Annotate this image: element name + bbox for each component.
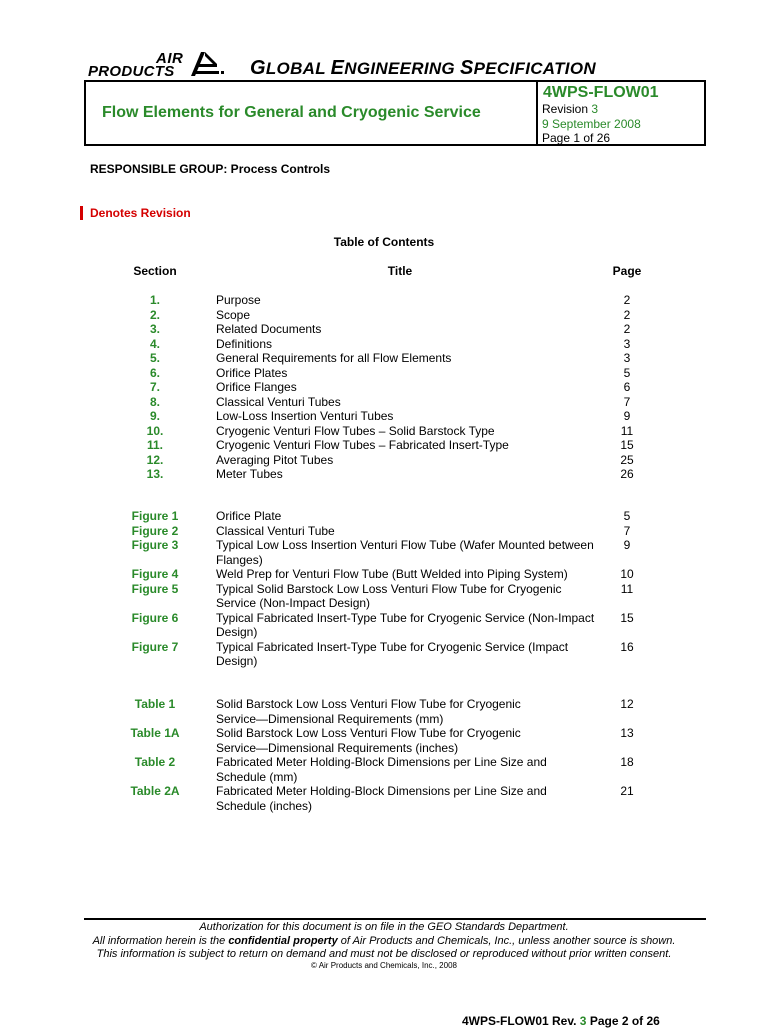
- footer-confidential: All information herein is the confidential property of Air Products and Chemicals, Inc., unless another source is shown.: [92, 935, 676, 947]
- revision: Revision 3: [542, 102, 599, 116]
- toc-item-page: 21: [620, 784, 634, 798]
- toc-item-label: 12.: [146, 452, 164, 467]
- toc-item-page: 18: [620, 755, 634, 769]
- toc-item-title: Cryogenic Venturi Flow Tubes – Solid Barstock Type: [216, 423, 495, 438]
- toc-item-label: Figure 2: [131, 523, 179, 538]
- toc-header-title: Title: [387, 264, 413, 278]
- toc-item-page: 11: [620, 581, 634, 596]
- toc-item-page: 7: [623, 523, 631, 538]
- footer-copyright: © Air Products and Chemicals, Inc., 2008: [311, 961, 457, 970]
- toc-item-title: Classical Venturi Tube: [216, 523, 335, 538]
- toc-item-page: 16: [620, 639, 634, 654]
- toc-item-title: Definitions: [216, 336, 273, 351]
- toc-item-title: Fabricated Meter Holding-Block Dimensions per Line Size and Schedule (inches): [216, 784, 547, 813]
- revision-date: 9 September 2008: [542, 117, 641, 131]
- document-title: Flow Elements for General and Cryogenic Service: [102, 104, 481, 121]
- toc-item-title: Low-Loss Insertion Venturi Tubes: [216, 409, 394, 423]
- air-products-logo: [88, 50, 238, 82]
- toc-item-title: Averaging Pitot Tubes: [216, 452, 334, 467]
- logo-text-products: PRODUCTS: [88, 63, 175, 80]
- denotes-revision: Denotes Revision: [90, 206, 191, 220]
- toc-item-title: Typical Solid Barstock Low Loss Venturi Flow Tube for Cryogenic Service (Non-Impact Design): [216, 581, 562, 610]
- toc-item-label: Table 2A: [130, 784, 180, 798]
- toc-item-title: Orifice Flanges: [216, 380, 297, 394]
- toc-item-label: 5.: [149, 351, 160, 365]
- toc-item-title: Classical Venturi Tubes: [216, 394, 341, 409]
- toc-item-page: 12: [620, 697, 634, 711]
- toc-item-page: 5: [623, 365, 631, 380]
- toc-item-title: Solid Barstock Low Loss Venturi Flow Tube for Cryogenic Service—Dimensional Requirements (mm): [216, 697, 521, 726]
- next-page-header: 4WPS-FLOW01 Rev. 3 Page 2 of 26: [462, 1014, 660, 1028]
- toc-item-label: 2.: [149, 307, 160, 322]
- logo-text-air: AIR: [156, 50, 184, 67]
- toc-item-title: Weld Prep for Venturi Flow Tube (Butt Welded into Piping System): [216, 567, 568, 581]
- toc-item-label: 13.: [146, 467, 164, 481]
- toc-item-page: 15: [620, 610, 634, 625]
- toc-item-label: 9.: [149, 409, 160, 423]
- toc-item-page: 3: [623, 351, 631, 365]
- toc-title: Table of Contents: [333, 235, 435, 249]
- toc-item-title: Purpose: [216, 293, 261, 307]
- air-products-mark-icon: [189, 50, 229, 80]
- toc-item-page: 3: [623, 336, 631, 351]
- header-divider: [536, 82, 538, 144]
- toc-item-label: Figure 1: [131, 509, 179, 523]
- toc-item-label: 3.: [149, 322, 160, 336]
- toc-item-label: 8.: [149, 394, 160, 409]
- toc-item-page: 2: [623, 322, 631, 336]
- footer-rule: [84, 918, 706, 920]
- toc-item-label: 10.: [146, 423, 164, 438]
- toc-item-page: 25: [620, 452, 634, 467]
- toc-item-page: 15: [620, 438, 634, 452]
- toc-item-page: 6: [623, 380, 631, 394]
- toc-item-label: Figure 4: [131, 567, 179, 581]
- toc-item-page: 26: [620, 467, 634, 481]
- toc-item-page: 10: [620, 567, 634, 581]
- spec-title: GLOBAL ENGINEERING SPECIFICATION: [250, 57, 596, 79]
- toc-item-page: 9: [623, 538, 631, 552]
- toc-item-label: Figure 3: [131, 538, 179, 552]
- toc-item-label: Figure 7: [131, 639, 179, 654]
- toc-item-label: Figure 5: [131, 581, 179, 596]
- page-indicator: Page 1 of 26: [542, 131, 611, 145]
- toc-item-title: Meter Tubes: [216, 467, 283, 481]
- toc-header-page: Page: [612, 264, 642, 278]
- toc-item-label: Table 1A: [130, 726, 180, 740]
- responsible-group: RESPONSIBLE GROUP: Process Controls: [90, 162, 331, 176]
- footer-disclosure: This information is subject to return on demand and must not be disclosed or reproduced without prior written consent.: [96, 948, 672, 960]
- toc-item-title: Solid Barstock Low Loss Venturi Flow Tube for Cryogenic Service—Dimensional Requirements (inches): [216, 726, 521, 755]
- revision-number: 3: [591, 102, 599, 116]
- toc-item-title: Orifice Plates: [216, 365, 288, 380]
- toc-item-label: Figure 6: [131, 610, 179, 625]
- revision-bar: [80, 206, 83, 220]
- toc-item-label: 7.: [149, 380, 160, 394]
- toc-item-label: Table 1: [134, 697, 176, 711]
- toc-item-label: 1.: [149, 293, 160, 307]
- toc-item-title: Cryogenic Venturi Flow Tubes – Fabricated Insert-Type: [216, 438, 509, 452]
- toc-item-title: Typical Fabricated Insert-Type Tube for Cryogenic Service (Impact Design): [216, 639, 569, 668]
- toc-item-title: Fabricated Meter Holding-Block Dimensions per Line Size and Schedule (mm): [216, 755, 547, 784]
- toc-item-label: 4.: [149, 336, 160, 351]
- toc-item-page: 7: [623, 394, 631, 409]
- toc-item-page: 13: [620, 726, 634, 740]
- toc-item-page: 11: [620, 423, 634, 438]
- toc-item-title: General Requirements for all Flow Elements: [216, 351, 452, 365]
- toc-item-page: 2: [623, 293, 631, 307]
- toc-item-title: Typical Fabricated Insert-Type Tube for Cryogenic Service (Non-Impact Design): [216, 610, 595, 639]
- toc-item-title: Orifice Plate: [216, 509, 282, 523]
- toc-item-title: Related Documents: [216, 322, 322, 336]
- toc-item-title: Typical Low Loss Insertion Venturi Flow Tube (Wafer Mounted between Flanges): [216, 538, 594, 567]
- toc-item-title: Scope: [216, 307, 251, 322]
- toc-item-label: 6.: [149, 365, 160, 380]
- footer-authorization: Authorization for this document is on file in the GEO Standards Department.: [199, 921, 569, 933]
- toc-item-label: 11.: [146, 438, 164, 452]
- toc-header-section: Section: [133, 264, 177, 278]
- document-number: 4WPS-FLOW01: [543, 84, 659, 101]
- toc-item-page: 2: [623, 307, 631, 322]
- toc-item-page: 9: [623, 409, 631, 423]
- toc-item-label: Table 2: [134, 755, 176, 769]
- toc-item-page: 5: [623, 509, 631, 523]
